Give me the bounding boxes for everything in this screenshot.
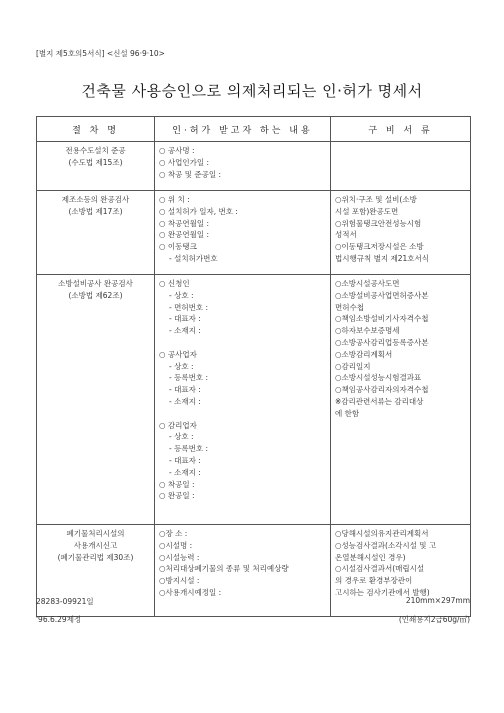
content-line: - 등록번호 : (169, 444, 208, 454)
document-line: ○시설검사결과서(매립시설 (335, 564, 425, 574)
document-line: ○감리일지 (335, 361, 371, 371)
content-line: ○ 완공일 : (159, 491, 195, 501)
document-line: 시설 포함)완공도면 (335, 206, 399, 216)
document-line: ○소방시설공사도면 (335, 279, 400, 288)
procedure-line: 소방설비공사 완공검사 (58, 279, 133, 288)
column-header-documents: 구 비 서 류 (331, 117, 471, 142)
document-line: 법시행규칙 별지 제21호서식 (335, 253, 430, 263)
document-line: ○위치·구조 및 설비(소방 (335, 195, 417, 204)
paper-size: 210mm×297mm (405, 596, 470, 605)
table-row (37, 275, 471, 525)
content-line: - 대표자 : (169, 385, 201, 395)
column-header-content: 인·허가 받고자 하는 내용 (155, 117, 331, 142)
content-line: ○방지시설 : (159, 576, 200, 586)
content-line: ○ 위 치 : (159, 195, 190, 204)
documents-cell (331, 275, 471, 525)
procedure-line: 전용수도설치 준공 (65, 146, 126, 155)
content-line: ○ 착공일 : (159, 479, 195, 489)
procedure-line: 폐기물처리시설의 (66, 529, 125, 538)
document-line: 성적서 (335, 230, 357, 240)
permit-table (36, 116, 471, 617)
document-line: ○하자보수보증명세 (335, 326, 400, 336)
procedure-line: (폐기물관리법 제30조) (57, 552, 134, 562)
procedure-line: 제조소등의 완공검사 (61, 195, 130, 204)
document-line: 면허수첩 (335, 302, 364, 312)
content-line: - 대표자 : (169, 455, 201, 465)
document-line: ○소방설비공사업면허증사본 (335, 290, 429, 300)
procedure-line: 사용개시신고 (73, 540, 118, 550)
content-line: - 소재지 : (169, 467, 201, 477)
content-line: ○ 착공연월일 : (159, 218, 210, 228)
procedure-line: (소방법 제17조) (68, 206, 123, 216)
content-cell (155, 525, 331, 617)
page-title: 건축물 사용승인으로 의제처리되는 인·허가 명세서 (81, 82, 423, 100)
content-line: - 상호 : (169, 432, 194, 442)
table-row (37, 142, 471, 191)
table-row (37, 191, 471, 275)
content-line: ○사용개시예정일 : (159, 587, 222, 597)
document-line: ○이동탱크저장시설은 소방 (335, 242, 424, 252)
content-cell (155, 142, 331, 191)
content-spacer (159, 408, 330, 420)
form-code: 28283-09921일 (36, 597, 94, 606)
content-line: - 면허번호 : (169, 302, 208, 312)
document-line: ○당해시설의유지관리계획서 (335, 529, 429, 538)
content-line: ○ 사업인가일 : (159, 157, 210, 167)
document-line: 고시하는 검사기관에서 발행) (335, 587, 430, 597)
content-line: ○시설능력 : (159, 552, 200, 562)
content-line: ○ 감리업자 (159, 420, 197, 430)
content-cell (155, 191, 331, 275)
document-line: 온열분해시설인 경우) (335, 552, 406, 562)
content-line: - 상호 : (169, 361, 194, 371)
documents-cell (331, 191, 471, 275)
content-line: ○ 완공연월일 : (159, 230, 210, 240)
document-line: ○소방공사감리업등록증사본 (335, 337, 429, 347)
procedure-cell (37, 142, 155, 191)
procedure-cell (37, 191, 155, 275)
content-line: ○ 이동탱크 (159, 242, 197, 252)
enacted-date: '96.6.29제정 (36, 615, 82, 624)
content-line: ○ 착공 및 준공일 : (159, 169, 222, 179)
content-line: - 소재지 : (169, 326, 201, 336)
content-line: - 상호 : (169, 290, 194, 300)
procedure-line: (소방법 제62조) (68, 290, 123, 300)
content-line: ○처리대상폐기물의 종류 및 처리예상량 (159, 564, 289, 574)
content-line: - 대표자 : (169, 314, 201, 324)
column-header-procedure: 절 차 명 (37, 117, 155, 142)
document-line: ○책임소방설비기사자격수첩 (335, 314, 429, 324)
document-line: ○책임공사감리자의자격수첩 (335, 385, 429, 395)
document-line: ○소방감리계획서 (335, 349, 393, 359)
document-line: ※감리관련서류는 감리대상 (335, 396, 424, 406)
content-line: ○장 소 : (159, 529, 188, 538)
document-line: 에 한함 (335, 408, 360, 418)
procedure-line: (수도법 제15조) (68, 157, 123, 167)
content-line: ○ 공사업자 (159, 349, 197, 359)
content-line: ○ 공사명 : (159, 146, 195, 155)
document-line: 의 경우로 환경부장관이 (335, 576, 413, 586)
content-cell (155, 275, 331, 525)
paper-type: (인쇄용지2급60g/㎡) (398, 615, 470, 624)
document-line: ○성능검사결과(소각시설 및 고 (335, 540, 437, 550)
document-line: ○위험물탱크안전성능시험 (335, 218, 422, 228)
content-line: ○ 설치허가 일자, 번호 : (159, 206, 238, 216)
content-line: ○ 신청인 (159, 279, 190, 288)
content-line: - 소재지 : (169, 396, 201, 406)
content-line: - 등록번호 : (169, 373, 208, 383)
table-header-row (37, 117, 471, 142)
content-spacer (159, 337, 330, 349)
content-line: - 설치허가번호 (169, 253, 218, 263)
procedure-cell (37, 275, 155, 525)
content-line: ○시설명 : (159, 540, 193, 550)
document-line: ○소방시설성능시험결과표 (335, 373, 422, 383)
form-header: [별지 제5호의5서식] <신설 96·9·10> (36, 49, 165, 58)
documents-cell (331, 142, 471, 191)
